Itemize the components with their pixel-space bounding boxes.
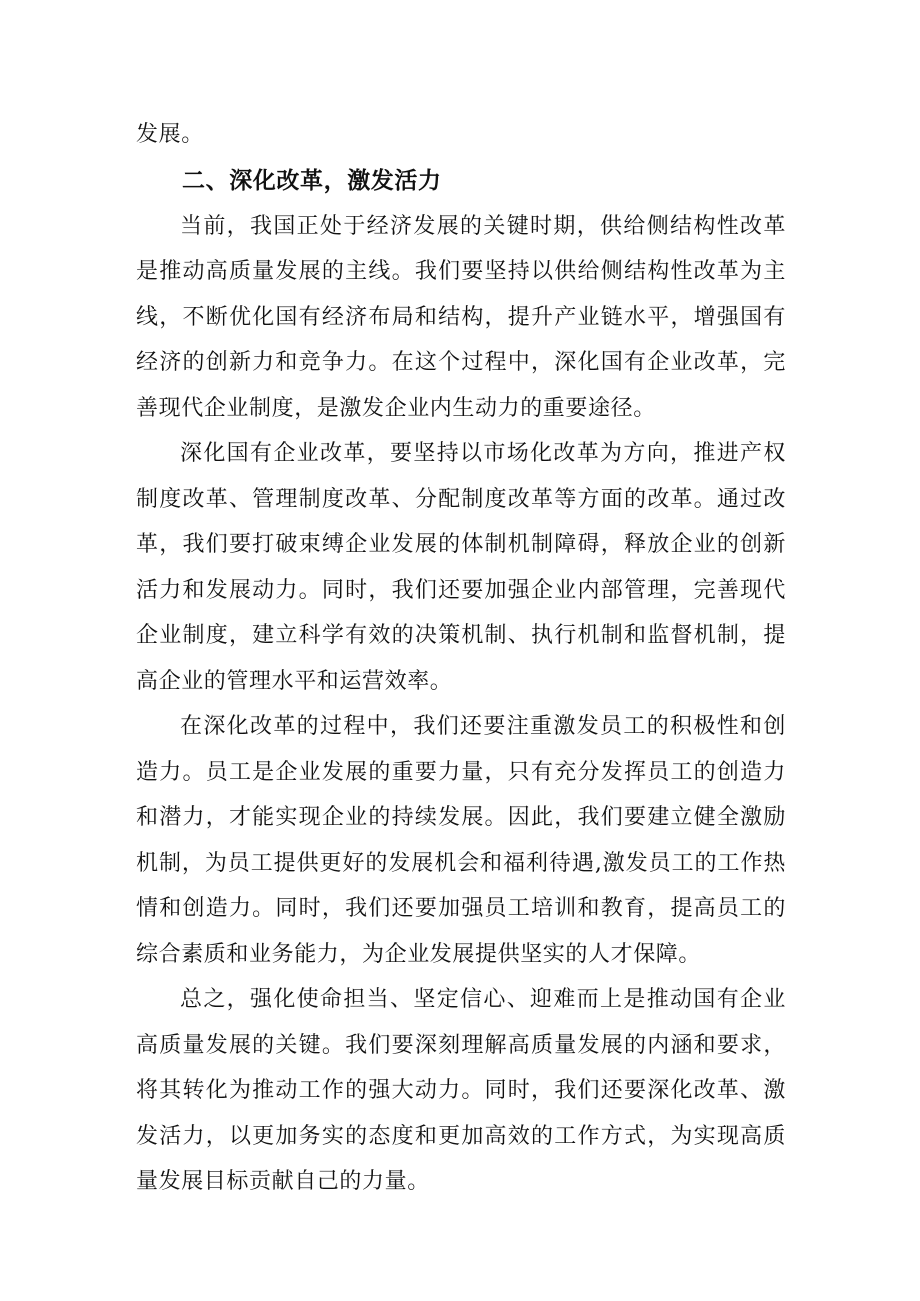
paragraph-4: 总之，强化使命担当、坚定信心、迎难而上是推动国有企业高质量发展的关键。我们要深刻理解高质量发展的内涵和要求，将其转化为推动工作的强大动力。同时，我们还要深化改革、激发活力，以更加务实的态度和更加高效的工作方式，为实现高质量发展目标贡献自己的力量。 <box>136 987 786 1194</box>
paragraph-1: 当前，我国正处于经济发展的关键时期，供给侧结构性改革是推动高质量发展的主线。我们要坚持以供给侧结构性改革为主线，不断优化国有经济布局和结构，提升产业链水平，增强国有经济的创新力和竞争力。在这个过程中，深化国有企业改革，完善现代企业制度，是激发企业内生动力的重要途径。 <box>136 213 786 421</box>
paragraph-2: 深化国有企业改革，要坚持以市场化改革为方向，推进产权制度改革、管理制度改革、分配制度改革等方面的改革。通过改革，我们要打破束缚企业发展的体制机制障碍，释放企业的创新活力和发展动力。同时，我们还要加强企业内部管理，完善现代企业制度，建立科学有效的决策机制、执行机制和监督机制，提高企业的管理水平和运营效率。 <box>136 441 786 694</box>
document-body <box>136 112 786 1205</box>
continuation-text: 发展。 <box>136 122 204 147</box>
section-heading: 二、深化改革，激发活力 <box>182 167 442 194</box>
paragraph-3: 在深化改革的过程中，我们还要注重激发员工的积极性和创造力。员工是企业发展的重要力量，只有充分发挥员工的创造力和潜力，才能实现企业的持续发展。因此，我们要建立健全激励机制，为员工提供更好的发展机会和福利待遇,激发员工的工作热情和创造力。同时，我们还要加强员工培训和教育，提高员工的综合素质和业务能力，为企业发展提供坚实的人才保障。 <box>136 714 786 967</box>
